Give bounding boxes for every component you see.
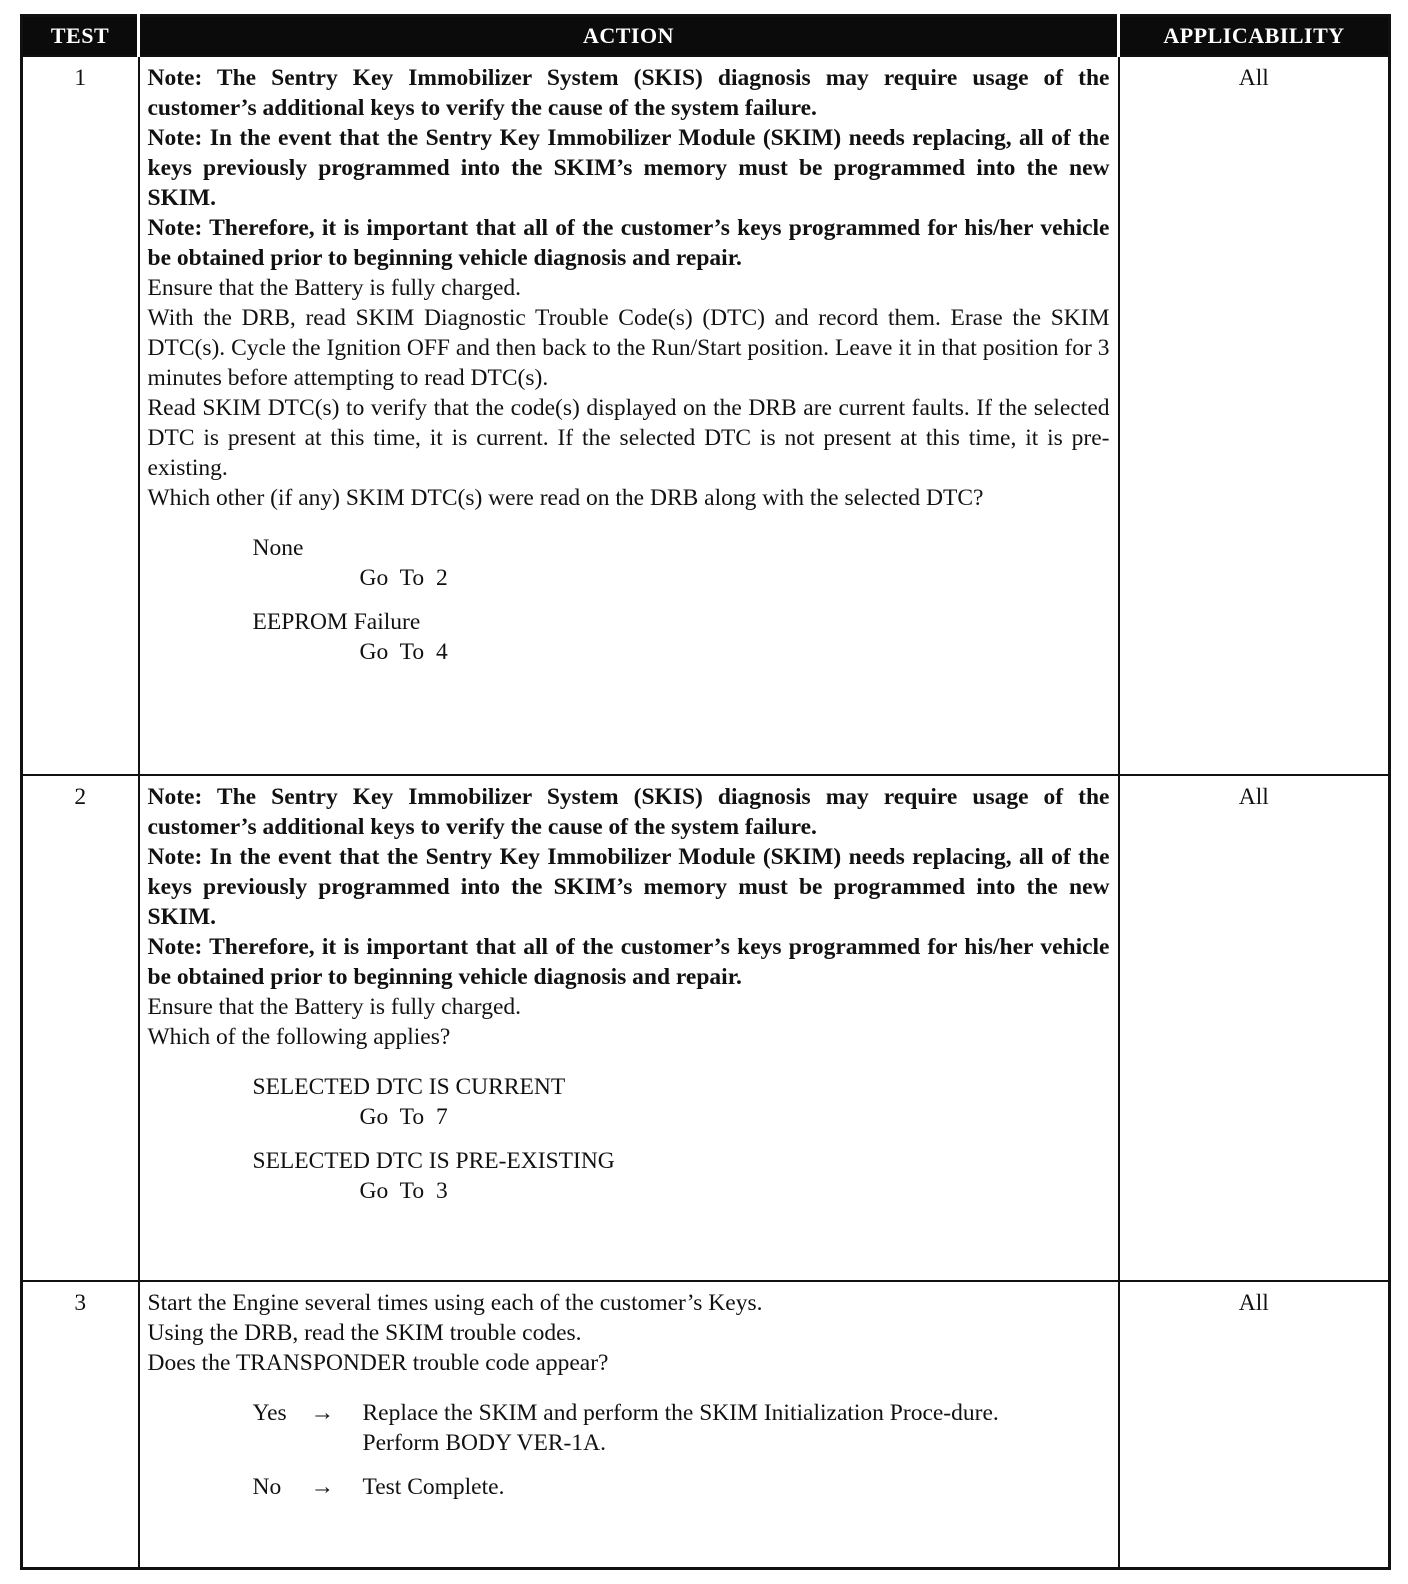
applicability-value: All (1119, 56, 1390, 775)
answer-options (148, 1398, 1110, 1502)
header-test: TEST (22, 16, 139, 57)
go-to-link[interactable]: Go To 2 (359, 565, 448, 591)
note: Note: Therefore, it is important that all of the customer’s keys programmed for his/her vehicle be obtained prior to beginning vehicle diagnosis and repair. (147, 934, 1110, 990)
go-to-link[interactable]: Go To 4 (359, 639, 448, 665)
question-text: Which other (if any) SKIM DTC(s) were read on the DRB along with the selected DTC? (147, 485, 984, 511)
test-action (139, 775, 1119, 1281)
step-text: Start the Engine several times using each of the customer’s Keys. (147, 1290, 763, 1316)
note: Note: The Sentry Key Immobilizer System (SKIS) diagnosis may require usage of the customer’s additional keys to verify the cause of the system failure. (147, 784, 1110, 840)
option-label: None (252, 535, 304, 561)
answer-options (148, 1072, 1110, 1206)
step-text: With the DRB, read SKIM Diagnostic Trouble Code(s) (DTC) and record them. Erase the SKIM DTC(s). Cycle the Ignition OFF and then back to the Run/Start position. Leave it in that position for 3 minutes before attempting to read DTC(s). (147, 305, 1110, 391)
answer-option (148, 1072, 1110, 1132)
no-label: No (252, 1474, 282, 1500)
answer-option (148, 533, 1110, 593)
answer-option (148, 1146, 1110, 1206)
test-number: 1 (22, 56, 139, 775)
header-action: ACTION (139, 16, 1119, 57)
table-row (22, 1281, 1390, 1569)
header-applicability: APPLICABILITY (1119, 16, 1390, 57)
option-label: SELECTED DTC IS CURRENT (252, 1074, 566, 1100)
no-outcome (363, 1472, 1110, 1502)
go-to-link[interactable]: Go To 7 (359, 1104, 448, 1130)
note: Note: In the event that the Sentry Key Immobilizer Module (SKIM) needs replacing, all of the keys previously programmed into the SKIM’s memory must be programmed into the new SKIM. (147, 844, 1110, 930)
yes-outcome (363, 1398, 1110, 1458)
answer-options (148, 533, 1110, 667)
test-action (139, 1281, 1119, 1569)
right-arrow-icon: → (310, 1474, 334, 1500)
step-text: Read SKIM DTC(s) to verify that the code(s) displayed on the DRB are current faults. If the selected DTC is present at this time, it is current. If the selected DTC is not present at this time, it is pre-existing. (147, 395, 1110, 481)
yes-label: Yes (252, 1400, 287, 1426)
go-to-link[interactable]: Go To 3 (359, 1178, 448, 1204)
outcome-text: Perform BODY VER-1A. (362, 1430, 606, 1456)
test-number: 2 (22, 775, 139, 1281)
note: Note: The Sentry Key Immobilizer System (SKIS) diagnosis may require usage of the customer’s additional keys to verify the cause of the system failure. (147, 65, 1110, 121)
answer-no (148, 1472, 1110, 1502)
note: Note: In the event that the Sentry Key Immobilizer Module (SKIM) needs replacing, all of the keys previously programmed into the SKIM’s memory must be programmed into the new SKIM. (147, 125, 1110, 211)
outcome-text: Replace the SKIM and perform the SKIM Initialization Proce-dure. (362, 1400, 999, 1426)
outcome-text: Test Complete. (362, 1474, 505, 1500)
option-label: SELECTED DTC IS PRE-EXISTING (252, 1148, 615, 1174)
question-text: Does the TRANSPONDER trouble code appear? (147, 1350, 609, 1376)
right-arrow-icon: → (310, 1400, 334, 1426)
diagnostic-test-table (20, 14, 1391, 1570)
note: Note: Therefore, it is important that all of the customer’s keys programmed for his/her vehicle be obtained prior to beginning vehicle diagnosis and repair. (147, 215, 1110, 271)
question-text: Which of the following applies? (147, 1024, 451, 1050)
step-text: Ensure that the Battery is fully charged. (147, 994, 521, 1020)
diagnostic-procedure-page (20, 14, 1388, 1570)
table-row (22, 56, 1390, 775)
table-header-row (22, 16, 1390, 57)
answer-yes (148, 1398, 1110, 1458)
step-text: Ensure that the Battery is fully charged. (147, 275, 521, 301)
test-number: 3 (22, 1281, 139, 1569)
step-text: Using the DRB, read the SKIM trouble codes. (147, 1320, 582, 1346)
table-row (22, 775, 1390, 1281)
option-label: EEPROM Failure (252, 609, 421, 635)
applicability-value: All (1119, 1281, 1390, 1569)
test-action (139, 56, 1119, 775)
applicability-value: All (1119, 775, 1390, 1281)
answer-option (148, 607, 1110, 667)
